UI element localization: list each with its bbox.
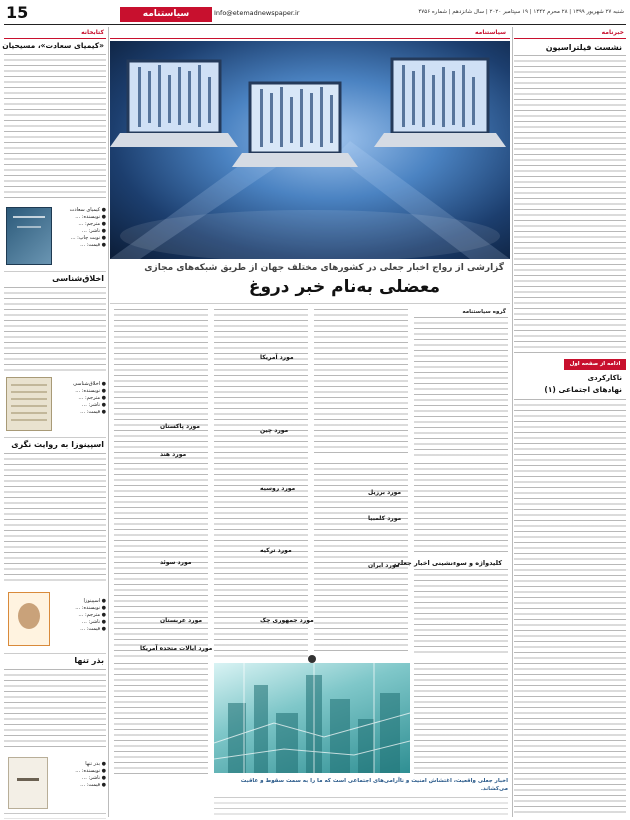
article-column-4b [114, 663, 208, 775]
subhead-8: مورد ایران [368, 562, 400, 569]
subhead-4: مورد پاکستان [160, 423, 201, 430]
network-city-illustration [214, 663, 410, 773]
subhead-2: مورد روسیه [260, 485, 296, 492]
article-column-4 [114, 309, 208, 657]
page-number: 15 [6, 3, 29, 22]
left-article-4-title: بذر تنها [74, 656, 104, 665]
article-column-1 [414, 317, 508, 457]
left-article-3-text [4, 453, 106, 585]
subhead-9: مورد سوئد [160, 559, 192, 566]
left-tag: کتابخانه [81, 29, 104, 36]
subhead-3: مورد ترکیه [260, 547, 292, 554]
book-cover-4 [8, 757, 48, 809]
laptops-illustration [110, 41, 510, 259]
left-article-1-text [4, 54, 106, 202]
subhead-0: مورد آمریکا [260, 354, 294, 361]
right-article-text [514, 55, 626, 355]
article-column-3 [214, 309, 308, 657]
left-article-2-text [4, 287, 106, 371]
article-subtitle: گزارشی از رواج اخبار جعلی در کشورهای مختلف جهان از طریق شبکه‌های مجازی [144, 263, 504, 273]
image-caption: اخبار جعلی واقعیت، اغتشاش امنیت و ناآرامی‌های اجتماعی است که ما را به سمت سقوط و عاقبت می‌کشاند. [240, 778, 508, 792]
book-info-3: ● اسپینوزا ● نویسنده: … ● مترجم: … ● ناشر: … ● قیمت: … [75, 598, 106, 632]
section-title: سیاستنامه [142, 9, 190, 19]
subhead-12: مورد ایالات متحده آمریکا [140, 645, 213, 652]
section-banner [120, 7, 212, 22]
article-headline: معضلی به‌نام خبر دروغ [248, 277, 440, 297]
book-info-1: ● کیمیای سعادت ● نویسنده: … ● مترجم: … ● ناشر: … ● نوبت چاپ: … ● قیمت: … [69, 207, 106, 248]
left-column [4, 27, 106, 817]
right-article2-kicker: ناکارکردی [587, 374, 622, 382]
hero-image [110, 41, 510, 259]
masthead [0, 0, 630, 26]
box-title: کلیدواژه و سوء‌نشینی اخبار جعلی [394, 559, 502, 567]
sidebar-box [314, 463, 510, 659]
book-cover-2 [6, 377, 52, 431]
email: Info@etemadnewspaper.ir [214, 9, 300, 17]
subhead-1: مورد چین [260, 427, 289, 434]
city-image [214, 663, 410, 773]
right-article2-text [514, 399, 626, 813]
right-article2-title: نهادهای اجتماعی (۱) [544, 385, 622, 394]
book-info-2: ● اخلاق‌شناسی ● نویسنده: … ● مترجم: … ● ناشر: … ● قیمت: … [73, 381, 106, 415]
left-article-1-title: «کیمیای سعادت»، مسیحیان [2, 41, 104, 50]
article-column-2 [314, 309, 408, 457]
continued-banner [564, 359, 626, 370]
left-article-4-text [4, 669, 106, 749]
subhead-10: مورد عربستان [160, 617, 203, 624]
subhead-11: مورد جمهوری چک [260, 617, 314, 624]
right-column [514, 27, 626, 817]
image-caption-icon [308, 655, 316, 663]
continued-label: ادامه از صفحه اول [569, 361, 621, 367]
main-tag: سیاستنامه [474, 29, 506, 36]
subhead-7: مورد کلمبیا [368, 515, 402, 522]
book-cover-1 [6, 207, 52, 265]
book-cover-3 [8, 592, 50, 646]
left-article-3-title: اسپینوزا به روایت نگری [11, 440, 104, 449]
subhead-6: مورد برزیل [368, 489, 402, 496]
subhead-5: مورد هند [160, 451, 187, 458]
left-article-2-title: اخلاق‌شناسی [52, 274, 104, 283]
right-tag: خبرنامه [601, 29, 624, 36]
right-article-title: نشست فیلتراسیون [545, 43, 622, 52]
book-info-4: ● بذر تنها ● نویسنده: … ● ناشر: … ● قیمت: … [75, 761, 106, 788]
article-column-1b [414, 663, 508, 775]
issue-line: شنبه ۲۷ شهریور ۱۳۹۹ | ۲۸ محرم ۱۴۴۲ | ۱۹ سپتامبر ۲۰۲۰ | سال شانزدهم | شماره ۴۷۵۶ [418, 9, 624, 15]
article-byline: گروه سیاستنامه [462, 309, 506, 315]
main-section [110, 27, 510, 817]
